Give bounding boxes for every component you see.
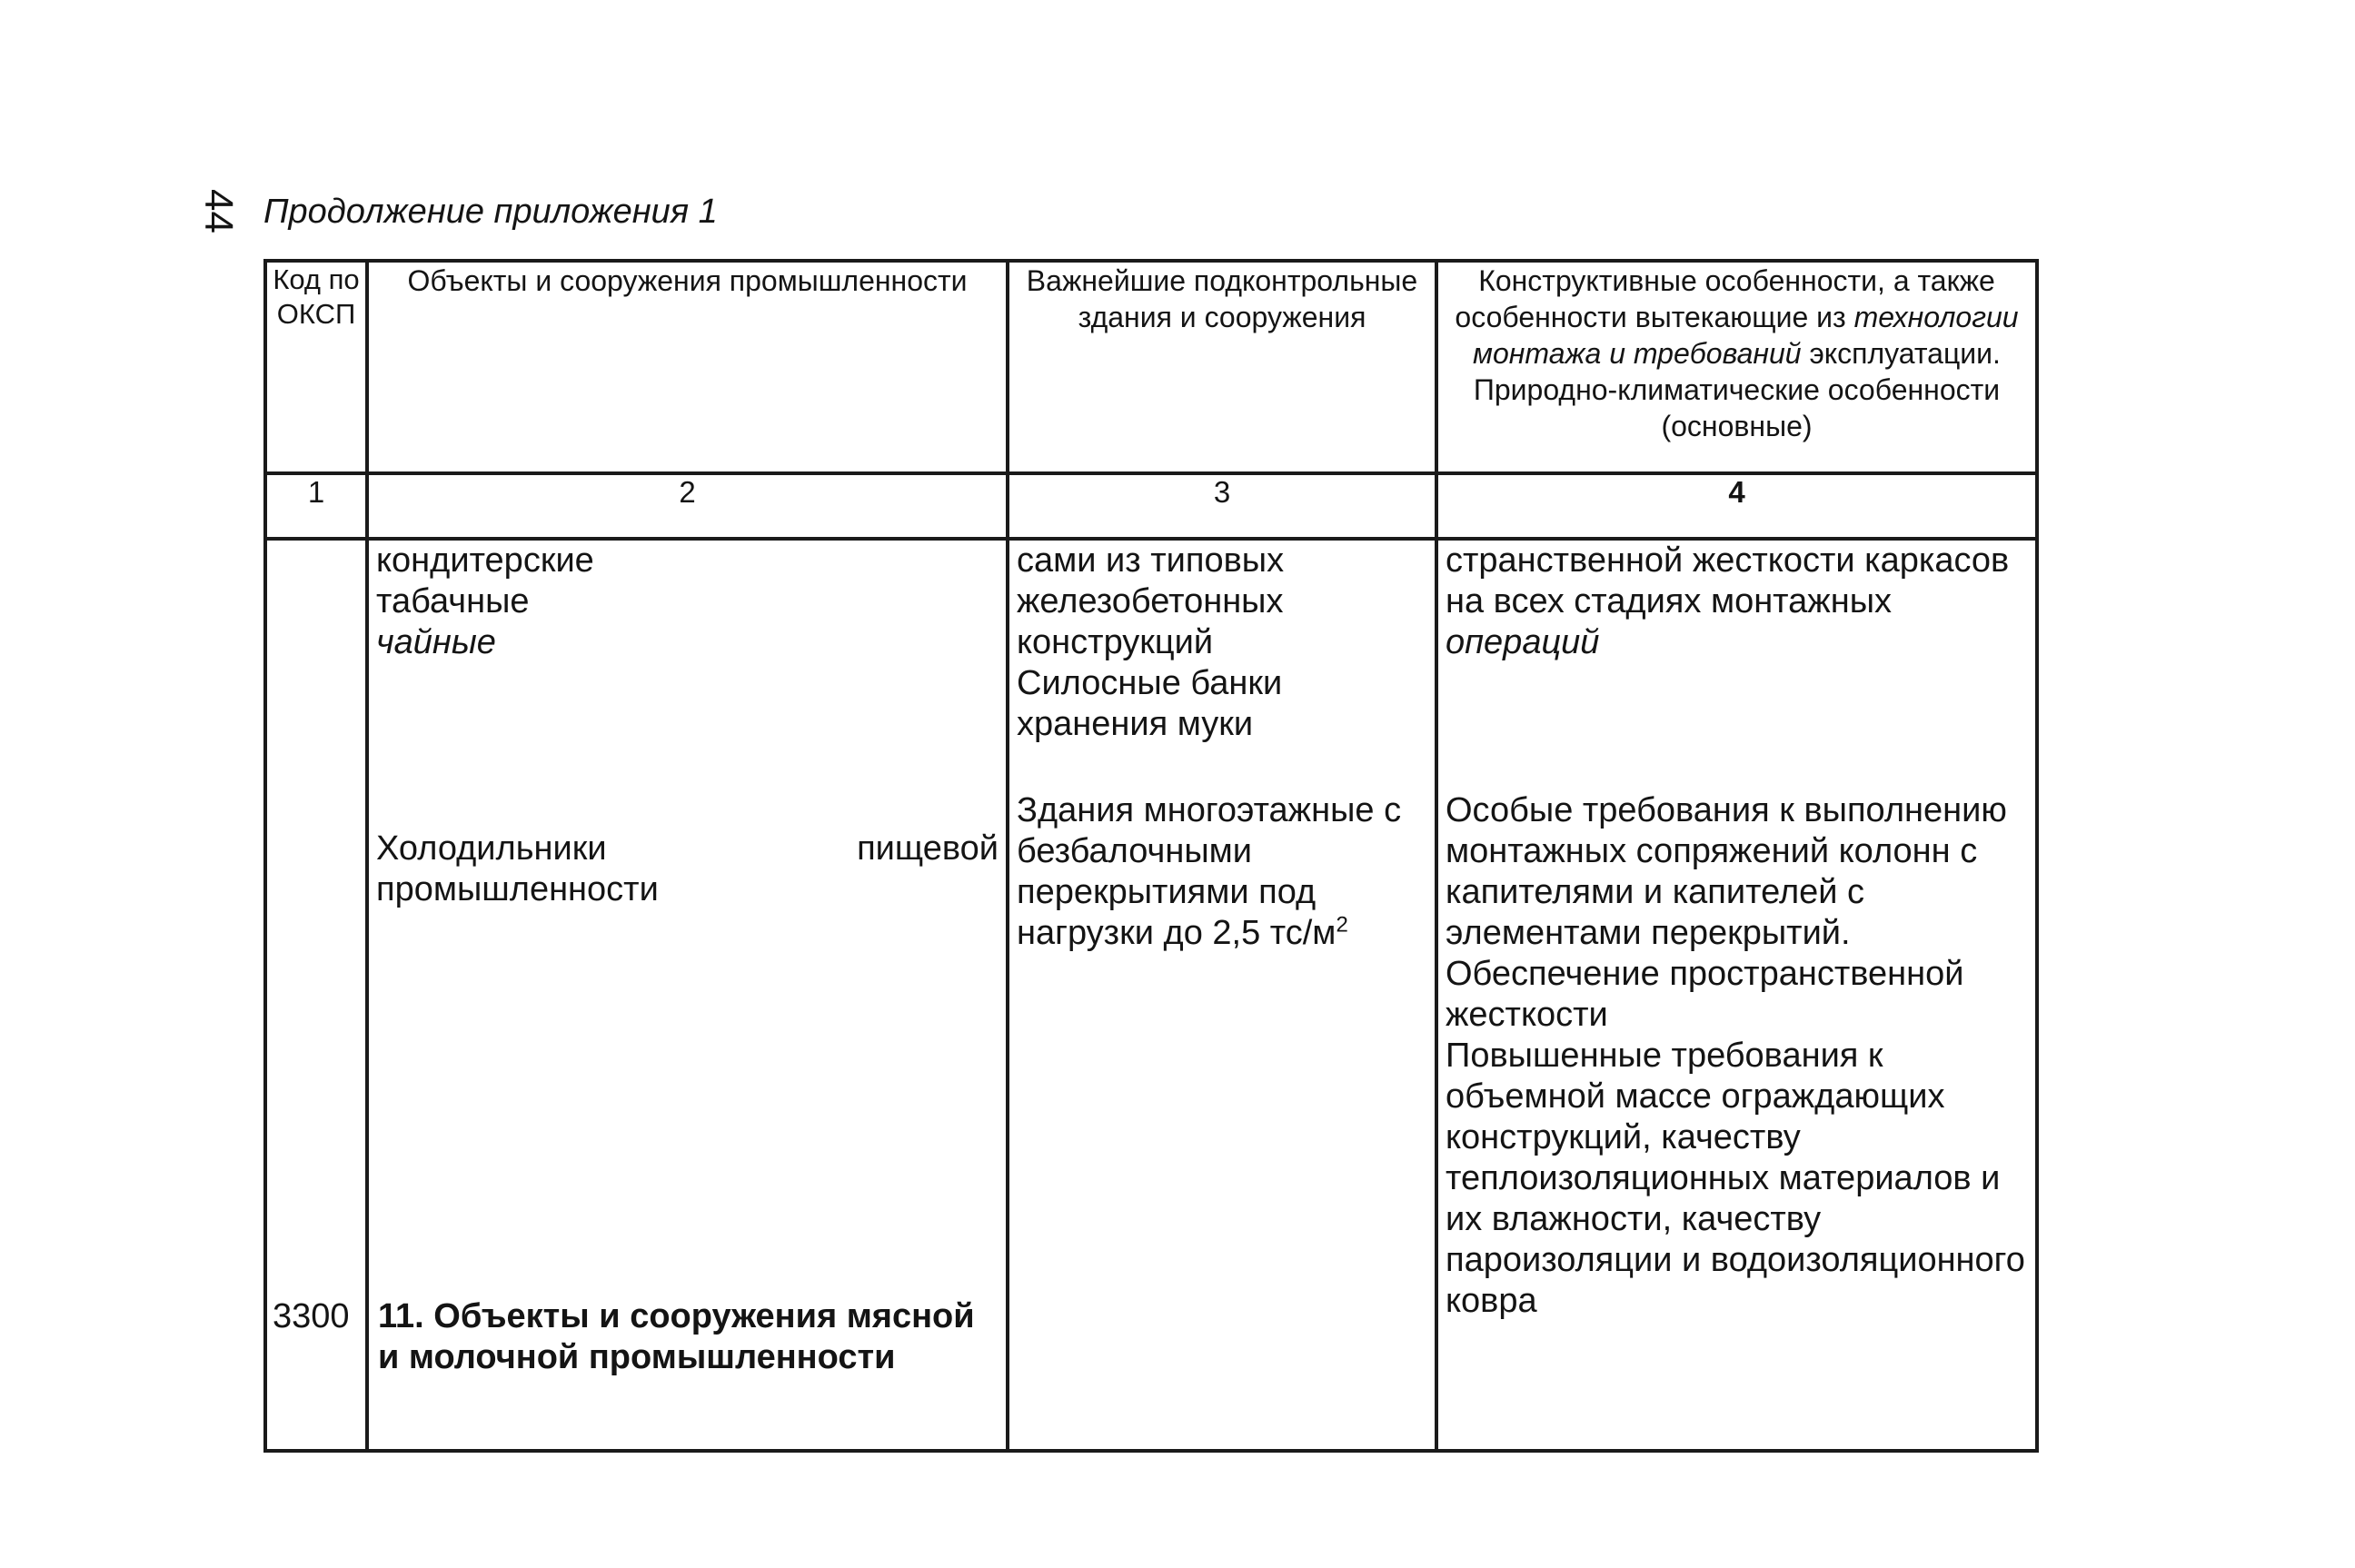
cold-storage-item: Холодильники пищевой промышленности [376,829,999,908]
column-number-4: 4 [1436,473,2037,539]
buildings-cell [1008,539,1436,1451]
column-number-2: 2 [367,473,1008,539]
header-features [1436,261,2037,473]
features-cold-text: Особые требования к выполнению монтажных сопряжений колонн с капителями и капителей с элементами перекрытий. Обеспечение пространственной жесткости [1446,791,2007,1034]
section-title: 11. Объекты и сооружения мясной и молочной промышленности [378,1297,975,1376]
list-item: чайные [376,623,496,661]
table-header-row [265,261,2037,473]
features-text-main: странственной жесткости каркасов на всех стадиях монтажных [1446,541,2010,620]
header-buildings: Важнейшие подконтрольные здания и сооружения [1008,261,1436,473]
header-features-italic: технологии монтажа и требований [1473,301,2019,370]
running-header: Продолжение приложения 1 [263,193,718,231]
code-cell [265,539,367,1451]
header-features-text: Конструктивные особенности, а также особенности вытекающие из [1455,264,1995,333]
objects-cell [367,539,1008,1451]
header-features-tail: эксплуатации. Природно-климатические особенности (основные) [1473,337,2001,442]
features-cell [1436,539,2037,1451]
buildings-text: Силосные банки хранения муки [1017,664,1283,743]
list-item: табачные [376,582,530,620]
buildings-cold-main: Здания многоэтажные с безбалочными перекрытиями под нагрузки до 2,5 тс/м [1017,791,1402,952]
table-row [265,539,2037,1451]
list-item: кондитерские [376,541,594,580]
column-number-1: 1 [265,473,367,539]
header-objects: Объекты и сооружения промышленности [367,261,1008,473]
oksp-code: 3300 [273,1297,350,1335]
features-text-italic: операций [1446,623,1600,661]
appendix-table [263,259,2039,1453]
features-text [1446,541,2028,663]
column-number-3: 3 [1008,473,1436,539]
header-code: Код по ОКСП [265,261,367,473]
column-number-row [265,473,2037,539]
page-number: 44 [196,189,241,233]
buildings-cold-text [1017,790,1427,954]
buildings-text: сами из типовых железобетонных конструкций [1017,541,1285,661]
superscript: 2 [1336,912,1348,938]
features-insulation-text: Повышенные требования к объемной массе ограждающих конструкций, качеству теплоизоляционных материалов и их влажности, качеству пароизоляции и водоизоляционного ковра [1446,1037,2025,1320]
